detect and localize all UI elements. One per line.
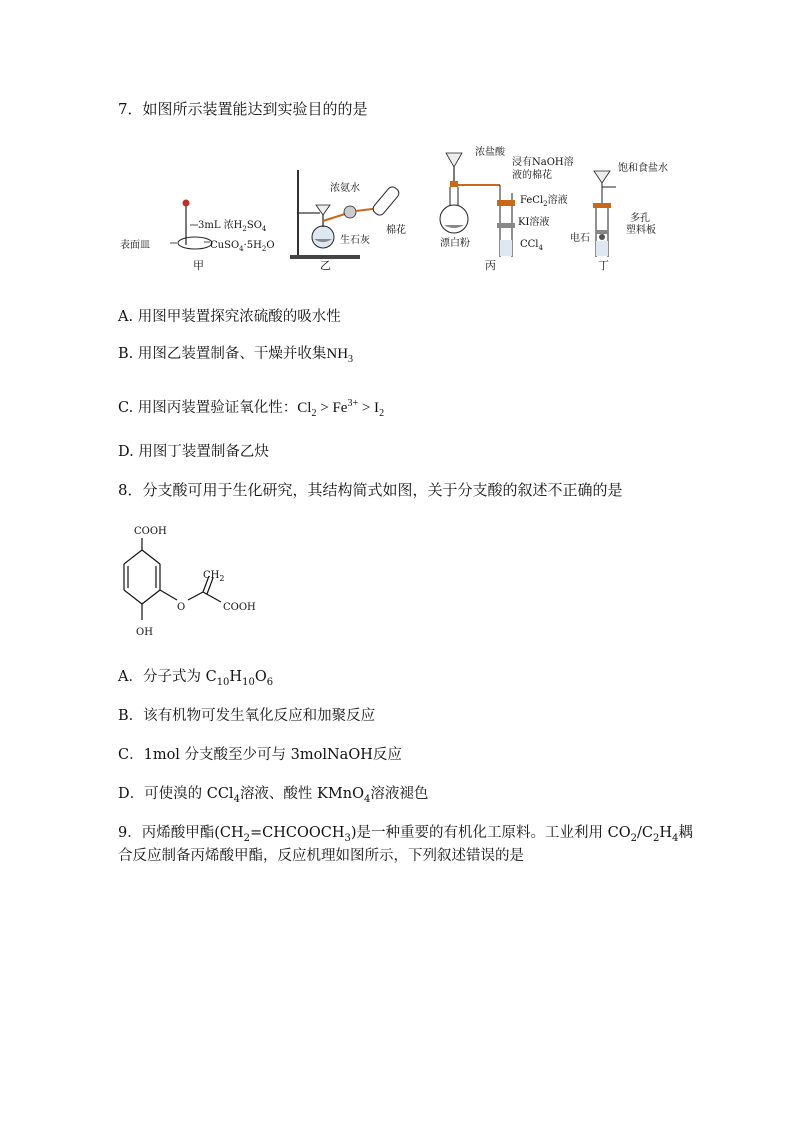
question-8-option-b: B．该有机物可发生氧化反应和加聚反应: [118, 708, 376, 724]
svg-text:丙: 丙: [485, 259, 496, 272]
apparatus-ding: [570, 161, 668, 272]
question-7-stem: 7．如图所示装置能达到实验目的的是: [118, 100, 368, 118]
svg-text:COOH: COOH: [134, 526, 167, 537]
svg-text:CH2: $CH_2$: [203, 570, 225, 583]
svg-text:棉花: 棉花: [386, 225, 406, 236]
question-7-apparatus-figure: [120, 145, 700, 275]
branching-acid-structure: [115, 518, 285, 648]
question-8-option-a: A．分子式为 $C_{10}H_{10}O_6$: [118, 669, 274, 688]
svg-text:CuSO4·5H2O: $CuSO_4\cdot 5H_2O$: [210, 240, 275, 253]
svg-text:浓氨水: 浓氨水: [330, 183, 360, 194]
svg-text:乙: 乙: [320, 259, 331, 272]
svg-text:表面皿: 表面皿: [120, 240, 150, 251]
svg-text:塑料板: 塑料板: [626, 225, 656, 236]
question-7-option-c: C. 用图丙装置验证氧化性：$Cl_2 > Fe^{3+} > I_2$: [118, 398, 385, 419]
question-8-option-d: D．可使溴的 CCl$_4$溶液、酸性 KMnO$_4$溶液褪色: [118, 786, 429, 805]
svg-text:生石灰: 生石灰: [340, 235, 370, 246]
svg-text:浓盐酸: 浓盐酸: [475, 147, 505, 158]
svg-text:液的棉花: 液的棉花: [512, 170, 552, 181]
svg-text:KI溶液: KI溶液: [518, 217, 550, 228]
svg-text:3mL 浓H2SO4: 3mL 浓$H_2SO_4$: [198, 220, 267, 233]
svg-text:COOH: COOH: [223, 602, 256, 613]
question-8-stem: 8．分支酸可用于生化研究，其结构简式如图，关于分支酸的叙述不正确的是: [118, 481, 623, 499]
svg-text:漂白粉: 漂白粉: [440, 238, 470, 249]
dropper-bulb: [183, 200, 190, 207]
apparatus-jia: [120, 200, 275, 273]
svg-text:丁: 丁: [598, 259, 609, 272]
question-9-stem-line-2: 合反应制备丙烯酸甲酯，反应机理如图所示，下列叙述错误的是: [118, 848, 524, 864]
svg-text:饱和食盐水: 饱和食盐水: [618, 163, 668, 174]
question-7-option-a: A. 用图甲装置探究浓硫酸的吸水性: [118, 309, 341, 325]
svg-text:CCl4: CCl$_4$: [520, 239, 543, 252]
question-7-option-b: B. 用图乙装置制备、干燥并收集$NH_3$: [118, 346, 354, 365]
svg-text:OH: OH: [136, 627, 153, 638]
apparatus-yi: [290, 170, 406, 272]
svg-text:FeCl2溶液: FeCl$_2$溶液: [520, 195, 568, 208]
apparatus-bing: [440, 145, 574, 272]
svg-text:甲: 甲: [193, 259, 204, 272]
question-7-option-d: D. 用图丁装置制备乙炔: [118, 444, 269, 460]
svg-text:O: O: [177, 602, 186, 613]
question-8-option-c: C．1mol 分支酸至少可与 3molNaOH反应: [118, 747, 402, 763]
svg-text:电石: 电石: [570, 233, 590, 244]
svg-text:浸有NaOH溶: 浸有NaOH溶: [512, 157, 574, 168]
svg-text:多孔: 多孔: [630, 213, 650, 224]
question-9-stem-line-1: 9．丙烯酸甲酯$(CH_2=CHCOOCH_3)$是一种重要的有机化工原料。工业利用 $CO_2/C_2H_4$耦: [118, 825, 693, 844]
